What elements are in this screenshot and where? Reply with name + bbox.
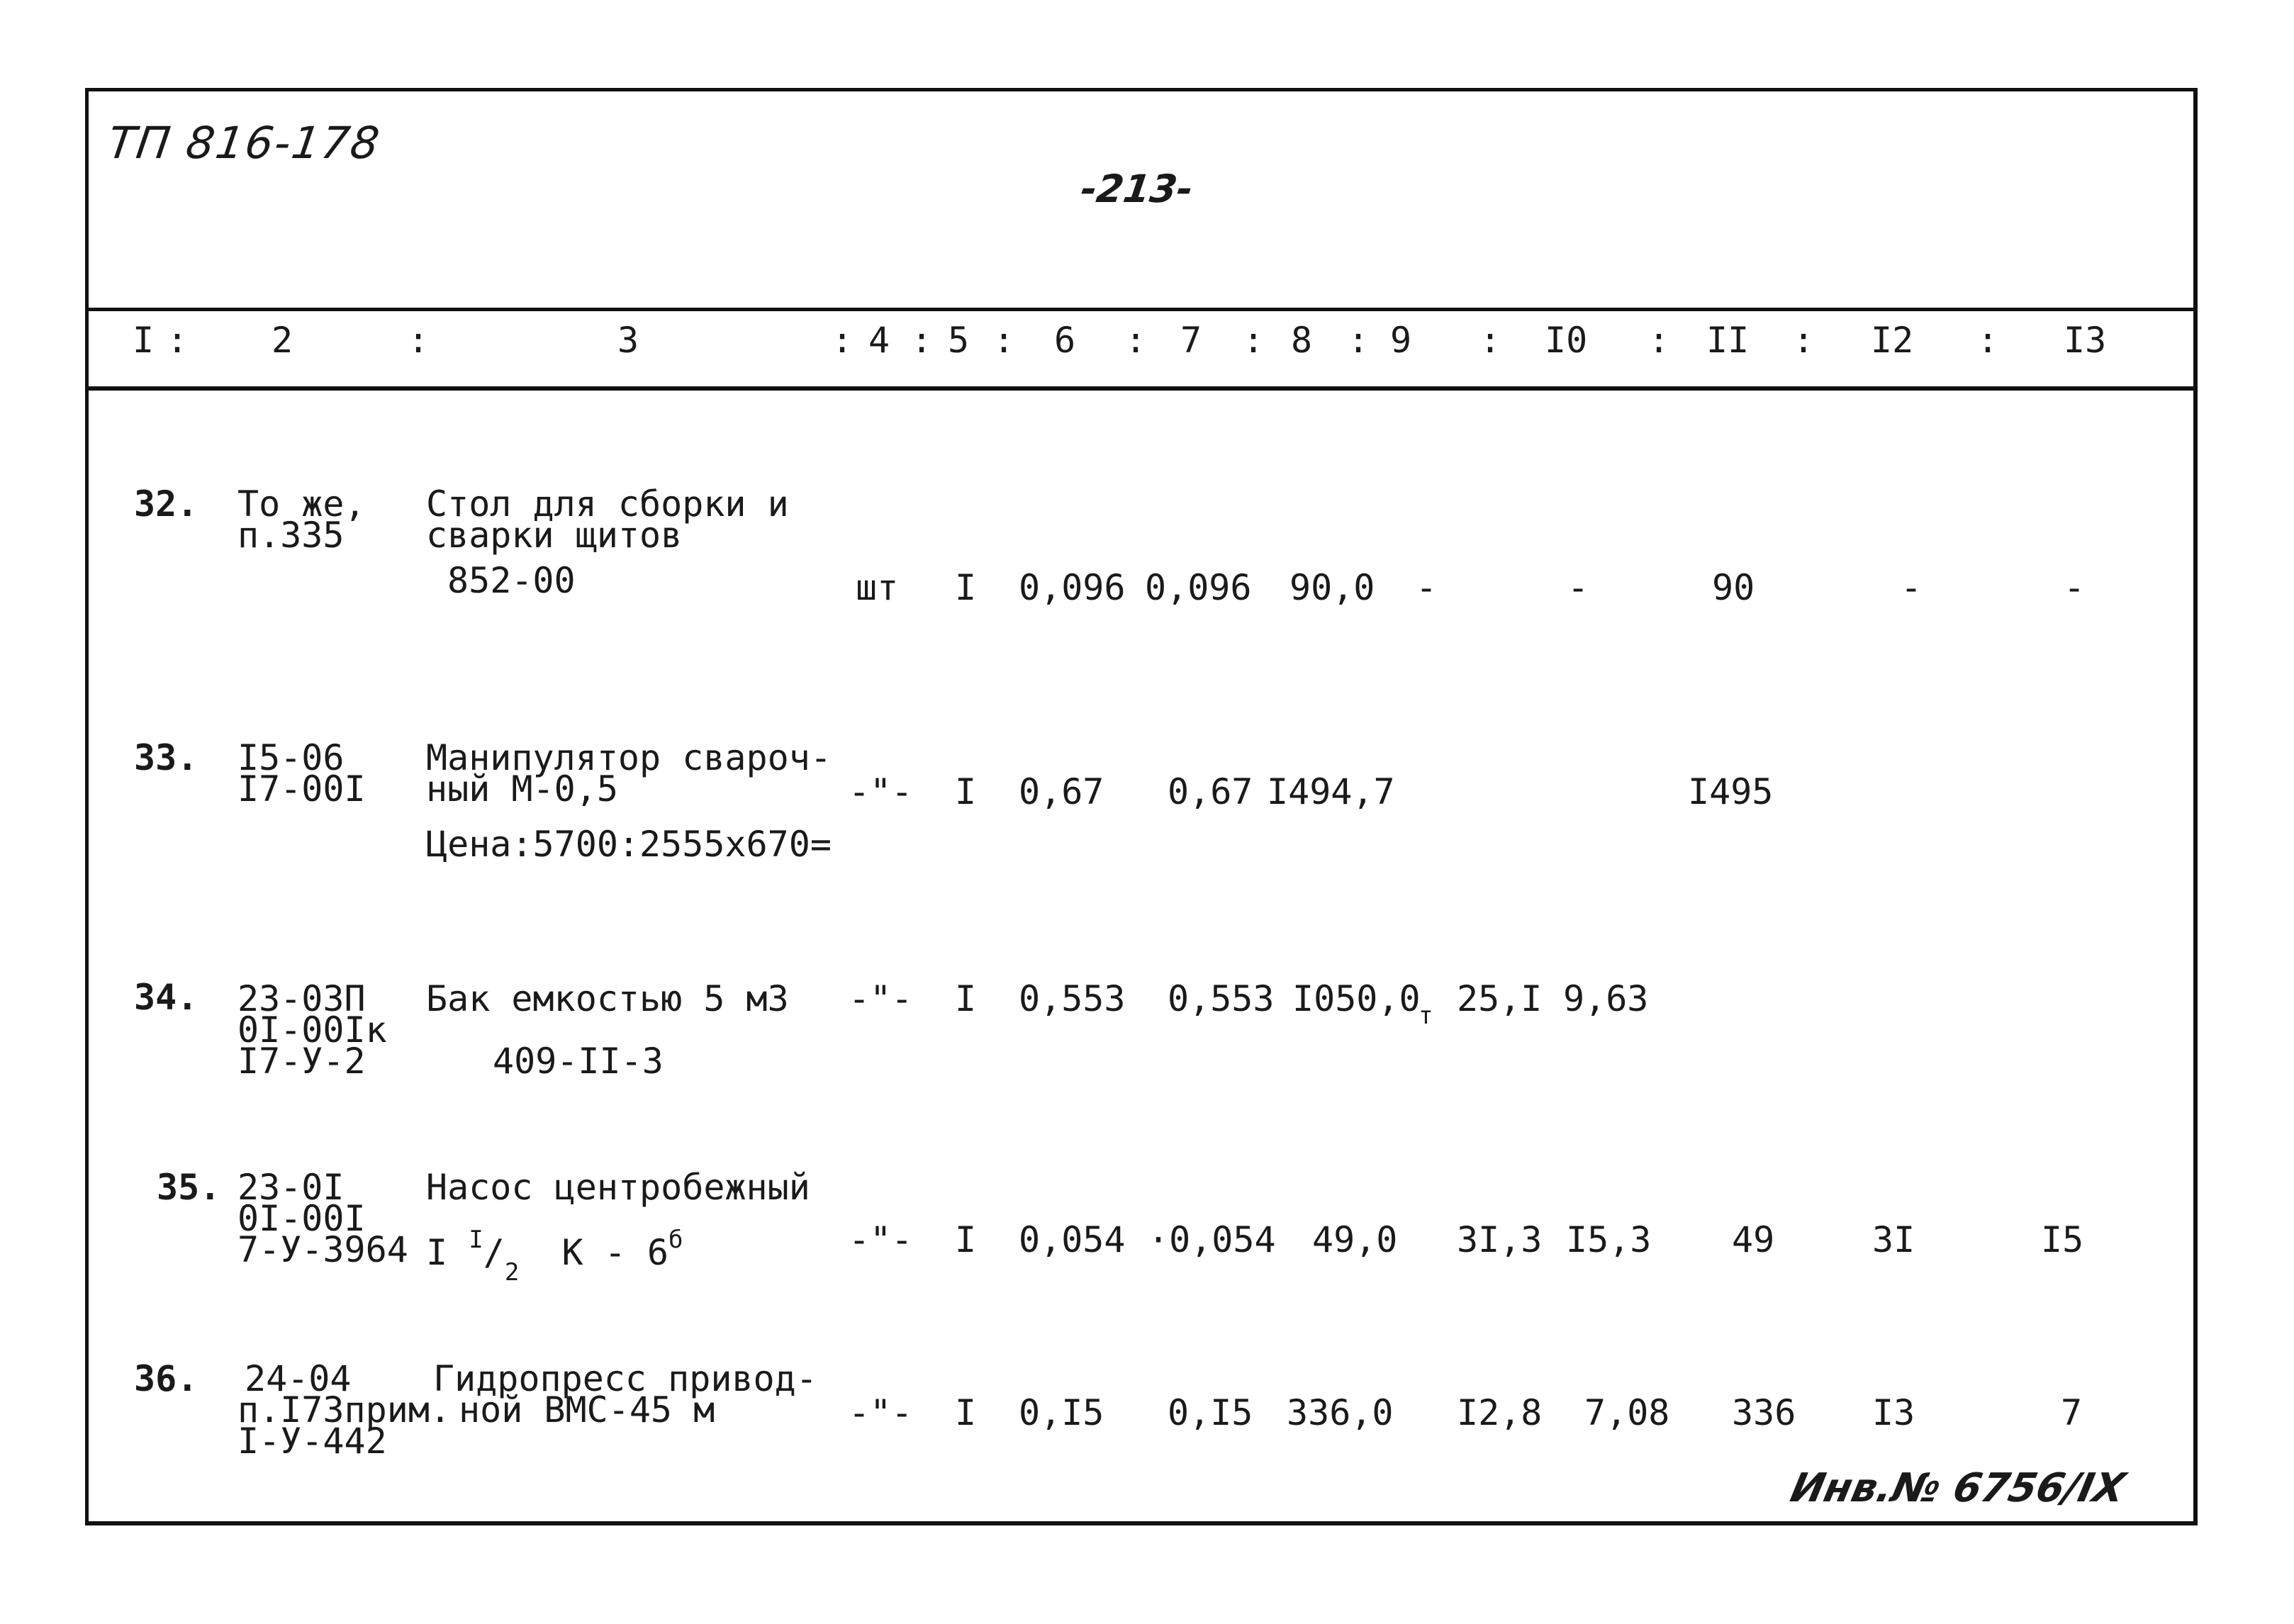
row-unit: -"- <box>849 1392 913 1433</box>
row-col10: - <box>1567 567 1589 608</box>
row-col6: 0,553 <box>1019 978 1126 1019</box>
row-code-line: п.335 <box>237 515 345 556</box>
col-header-2: 2 <box>272 320 293 361</box>
page-number: -213- <box>1078 167 1196 211</box>
row-col8-mark: т <box>1419 1002 1433 1030</box>
row-col8: 49,0 <box>1312 1219 1398 1260</box>
row-col12: I3 <box>1872 1392 1915 1433</box>
row-code-line: 23-0I <box>237 1167 345 1208</box>
document-code: ТП 816-178 <box>104 117 384 169</box>
row-col7: 0,67 <box>1168 771 1253 812</box>
row-name-line: Насос центробежный <box>426 1167 810 1208</box>
row-code-line: I-У-442 <box>237 1421 387 1462</box>
col-header-13: I3 <box>2064 320 2107 361</box>
col-header-7: 7 <box>1180 320 1202 361</box>
row-number: 36. <box>134 1358 198 1399</box>
row-col11: 90 <box>1712 567 1755 608</box>
col-separator: : <box>1348 320 1370 361</box>
row-code-line: 24-04 <box>245 1358 352 1399</box>
row-col10: 9,63 <box>1563 978 1649 1019</box>
row-name-line: Гидропресс привод- <box>433 1358 817 1399</box>
row-name-formula: I $^I/_2$ К - $6^б$ <box>426 1226 683 1287</box>
row-code-line: п.I73прим. <box>237 1389 452 1430</box>
row-col9: 25,I <box>1457 978 1543 1019</box>
col-header-1: I <box>133 320 155 361</box>
col-separator: : <box>1243 320 1265 361</box>
row-unit: -"- <box>849 978 913 1019</box>
formula-denominator: 2 <box>504 1258 520 1287</box>
row-number: 35. <box>157 1167 221 1208</box>
row-code-line: 23-03П <box>237 978 366 1019</box>
col-separator: : <box>832 320 854 361</box>
header-top-rule <box>89 308 2193 311</box>
col-separator: : <box>1125 320 1147 361</box>
row-name-line: сварки щитов <box>426 515 683 556</box>
row-col12: 3I <box>1872 1219 1915 1260</box>
col-header-5: 5 <box>948 320 970 361</box>
row-code-line: 7-У-3964 <box>237 1229 408 1270</box>
row-code-line: 0I-00I <box>237 1198 366 1239</box>
row-name-extra: 852-00 <box>447 560 576 601</box>
col-separator: : <box>1793 320 1815 361</box>
col-separator: : <box>167 320 189 361</box>
row-col12: - <box>1901 567 1923 608</box>
row-qty: I <box>955 1219 977 1260</box>
row-col6: 0,054 <box>1019 1219 1126 1260</box>
row-col7: 0,553 <box>1168 978 1275 1019</box>
col-separator: : <box>1648 320 1670 361</box>
col-separator: : <box>1977 320 1999 361</box>
row-col13: I5 <box>2041 1219 2084 1260</box>
formula-superscript: б <box>668 1226 683 1254</box>
row-name-line: Бак емкостью 5 м3 <box>426 978 789 1019</box>
formula-numerator: I <box>469 1226 483 1254</box>
col-separator: : <box>408 320 430 361</box>
row-name-extra: Цена:5700:2555х670= <box>426 824 832 865</box>
row-unit: -"- <box>849 1219 913 1260</box>
row-col7: 0,I5 <box>1168 1392 1253 1433</box>
row-code-line: I7-00I <box>237 768 366 810</box>
row-code-line: I5-06 <box>237 737 345 778</box>
row-col10: I5,3 <box>1566 1219 1652 1260</box>
row-name-line: ной ВМС-45 м <box>459 1389 715 1430</box>
row-name-line: Стол для сборки и <box>426 483 789 525</box>
row-qty: I <box>955 771 977 812</box>
inventory-stamp: Инв.№ 6756/IX <box>1786 1465 2129 1511</box>
col-header-12: I2 <box>1871 320 1914 361</box>
row-name-line: ный М-0,5 <box>426 768 618 810</box>
col-separator: : <box>1479 320 1501 361</box>
row-col9: - <box>1416 567 1438 608</box>
col-separator: : <box>993 320 1015 361</box>
row-col10: 7,08 <box>1584 1392 1670 1433</box>
row-number: 32. <box>134 483 198 525</box>
row-qty: I <box>955 978 977 1019</box>
row-col7: 0,096 <box>1145 567 1252 608</box>
row-unit: -"- <box>849 771 913 812</box>
col-header-11: II <box>1706 320 1750 361</box>
col-header-8: 8 <box>1291 320 1313 361</box>
row-qty: I <box>955 567 977 608</box>
row-col11: 49 <box>1732 1219 1775 1260</box>
row-col13: 7 <box>2061 1392 2083 1433</box>
row-col6: 0,I5 <box>1019 1392 1104 1433</box>
row-col11: 336 <box>1732 1392 1796 1433</box>
col-header-4: 4 <box>868 320 890 361</box>
row-col6: 0,096 <box>1019 567 1126 608</box>
row-name-extra: 409-II-3 <box>493 1041 664 1082</box>
row-col8: 336,0 <box>1287 1392 1394 1433</box>
formula-part: К - 6 <box>561 1232 669 1273</box>
row-unit: шт <box>856 567 899 608</box>
row-name-line: Манипулятор свароч- <box>426 737 832 778</box>
row-col8: I050,0 <box>1292 978 1421 1019</box>
row-col9: 3I,3 <box>1457 1219 1543 1260</box>
document-sheet <box>85 88 2198 1525</box>
row-code-line: I7-У-2 <box>237 1041 366 1082</box>
col-header-9: 9 <box>1390 320 1412 361</box>
row-col9: I2,8 <box>1457 1392 1543 1433</box>
row-col8: 90,0 <box>1289 567 1375 608</box>
row-col8: I494,7 <box>1267 771 1395 812</box>
row-col6: 0,67 <box>1019 771 1104 812</box>
row-qty: I <box>955 1392 977 1433</box>
formula-part: I <box>426 1232 448 1273</box>
col-separator: : <box>911 320 933 361</box>
col-header-6: 6 <box>1054 320 1076 361</box>
row-number: 33. <box>134 737 198 778</box>
row-code-line: 0I-00Iк <box>237 1009 387 1051</box>
row-col11: I495 <box>1688 771 1774 812</box>
row-code-line: То же, <box>237 483 366 525</box>
row-col7: ·0,054 <box>1148 1219 1276 1260</box>
col-header-10: I0 <box>1545 320 1588 361</box>
col-header-3: 3 <box>617 320 639 361</box>
row-number: 34. <box>134 977 198 1018</box>
row-col13: - <box>2064 567 2086 608</box>
header-bottom-rule <box>89 386 2193 391</box>
